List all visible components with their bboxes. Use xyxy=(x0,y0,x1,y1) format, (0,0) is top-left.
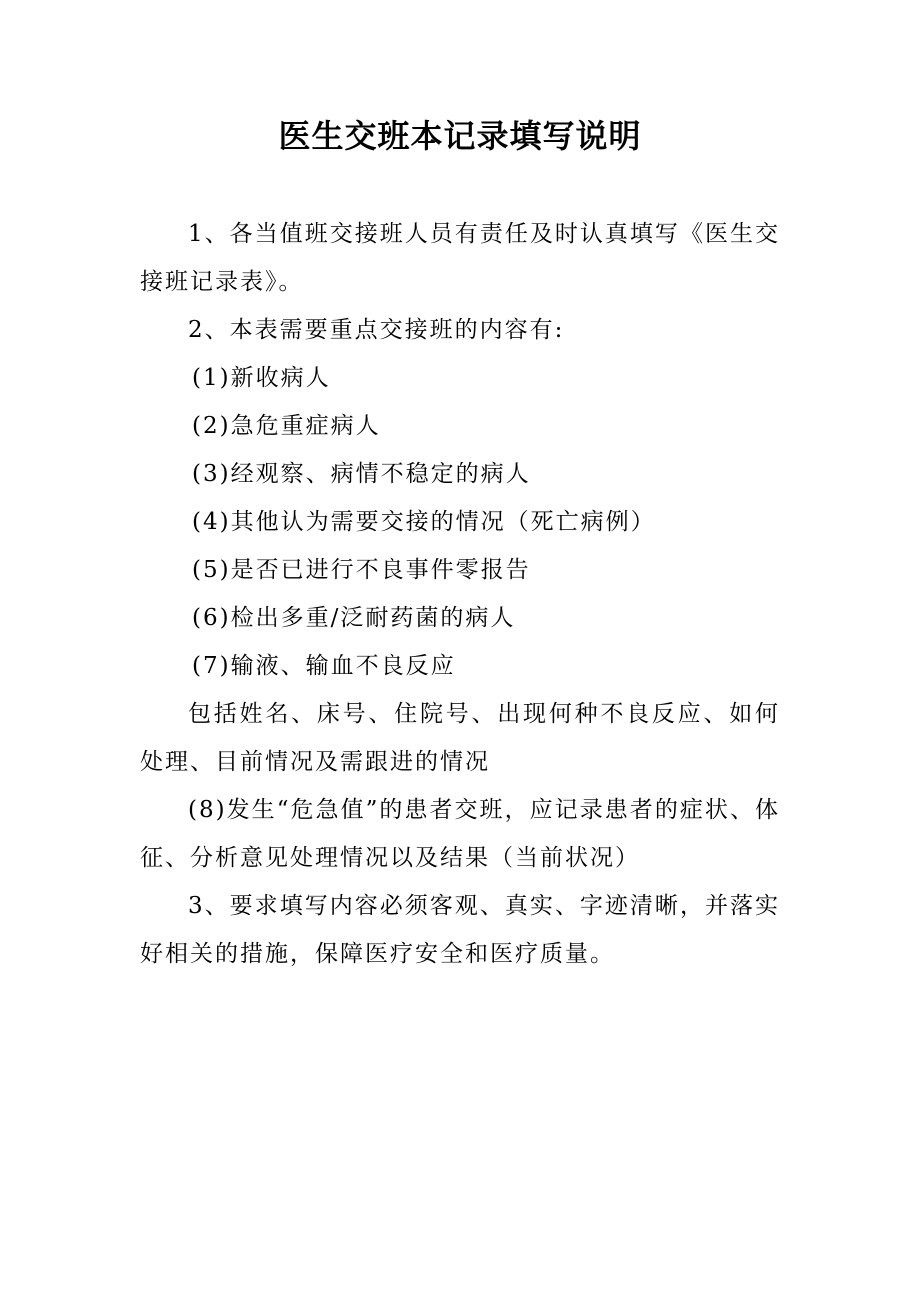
list-item-5: (5)是否已进行不良事件零报告 xyxy=(192,557,531,583)
list-item-4: (4)其他认为需要交接的情况（死亡病例） xyxy=(192,509,656,535)
document-body xyxy=(140,210,780,978)
instruction-3: 3、要求填写内容必须客观、真实、字迹清晰，并落实好相关的措施，保障医疗安全和医疗质量。 xyxy=(140,893,780,967)
list-item-6: (6)检出多重/泛耐药菌的病人 xyxy=(192,605,516,631)
list-item-8: (8)发生“危急值”的患者交班，应记录患者的症状、体征、分析意见处理情况以及结果（当前状况） xyxy=(140,797,780,871)
instruction-2-intro: 2、本表需要重点交接班的内容有: xyxy=(188,317,565,343)
document-title: 医生交班本记录填写说明 xyxy=(278,117,642,155)
list-item-3: (3)经观察、病情不稳定的病人 xyxy=(192,461,531,487)
instruction-1: 1、各当值班交接班人员有责任及时认真填写《医生交接班记录表》。 xyxy=(140,221,780,295)
list-item-1: (1)新收病人 xyxy=(192,365,331,391)
list-item-7-detail: 包括姓名、床号、住院号、出现何种不良反应、如何处理、目前情况及需跟进的情况 xyxy=(140,701,780,775)
list-item-2: (2)急危重症病人 xyxy=(192,413,381,439)
list-item-7: (7)输液、输血不良反应 xyxy=(192,653,456,679)
